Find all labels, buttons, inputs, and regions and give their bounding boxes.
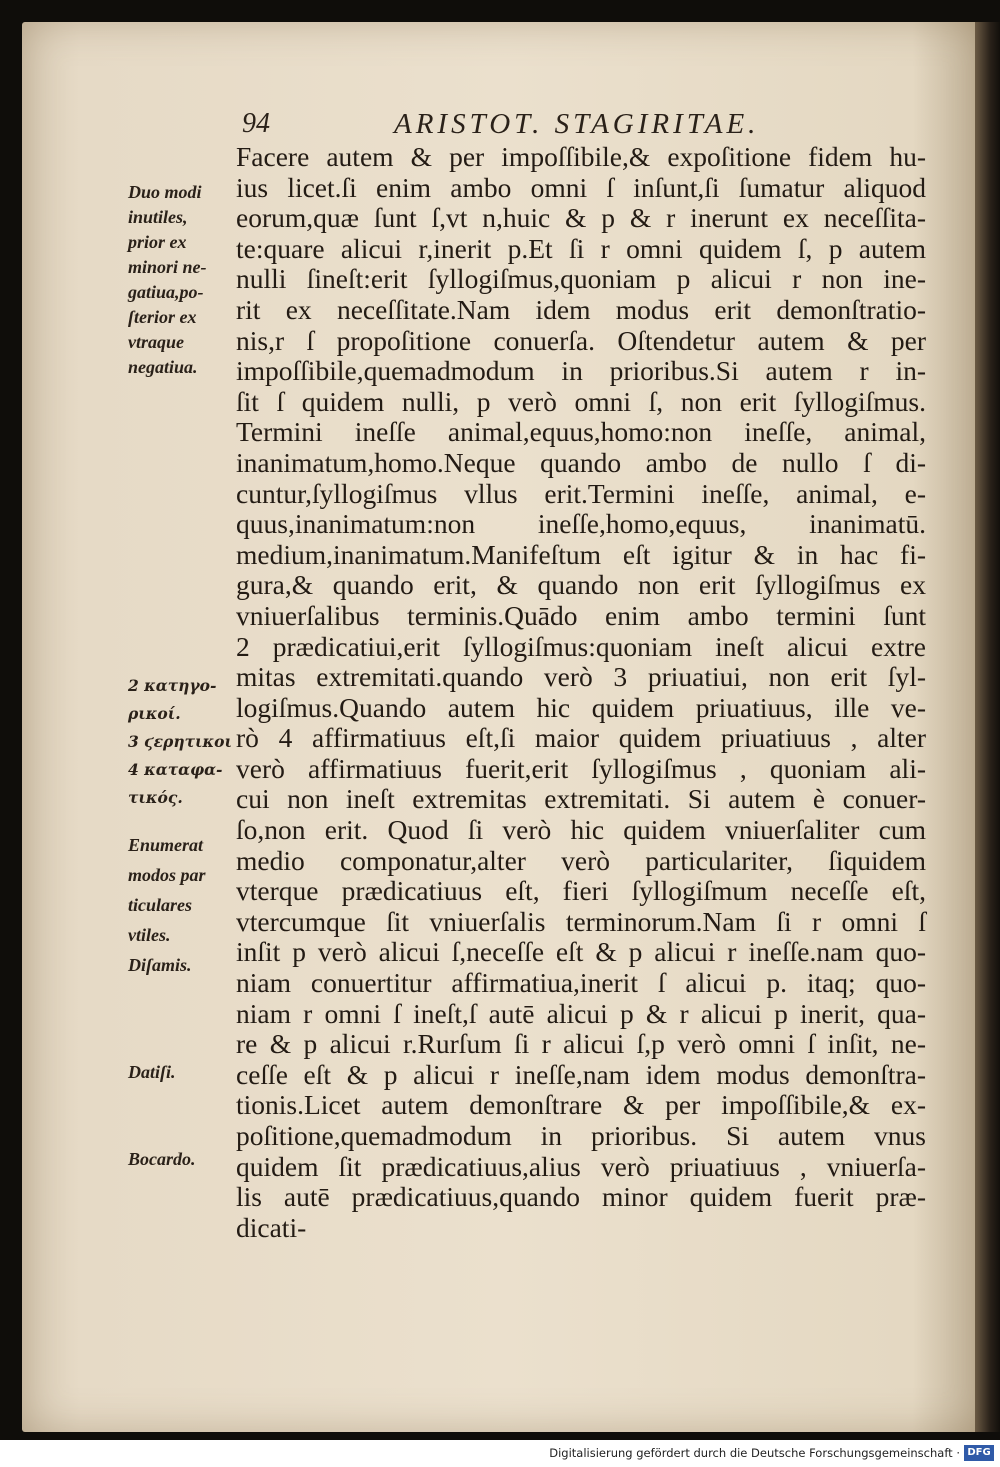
margin-note-line: Bocardo.: [128, 1149, 196, 1169]
text-line: eorum,quæ ſunt ſ,vt n,huic & p & r inerunt ex neceſſita-: [236, 202, 926, 234]
text-line: ſit ſ quidem nulli, p verò omni ſ, non erit ſyllogiſmus.: [236, 385, 926, 417]
footer-bar: [0, 1440, 1000, 1467]
text-line: ius licet.ſi enim ambo omni ſ inſunt,ſi ſumatur aliquod: [236, 171, 926, 203]
margin-note-line: modos par: [128, 865, 206, 885]
text-line: re & p alicui r.Rurſum ſi r alicui ſ,p verò omni ſ inſit, ne-: [236, 1028, 926, 1060]
margin-note-duo-modi: [128, 180, 240, 380]
text-line: lis autē prædicatiuus,quando minor quidem fuerit præ-: [236, 1181, 926, 1213]
page-number: 94: [242, 108, 270, 139]
margin-note-bocardo: [128, 1147, 240, 1172]
page-edge-shadow: [975, 22, 1000, 1432]
margin-note-line: vtiles.: [128, 925, 171, 945]
margin-note-line: Diſamis.: [128, 955, 192, 975]
text-line: te:quare alicui r,inerit p.Et ſi r omni quidem ſ, p autem: [236, 232, 926, 264]
text-line: impoſſibile,quemadmodum in prioribus.Si autem r in-: [236, 355, 926, 387]
margin-note-datisi: [128, 1060, 240, 1085]
margin-note-enumerat: [128, 830, 240, 980]
margin-note-line: ρικοί.: [128, 704, 181, 723]
margin-note-line: Enumerat: [128, 835, 204, 855]
margin-note-line: Duo modi: [128, 182, 202, 202]
margin-note-line: vtraque: [128, 332, 184, 352]
margin-note-line: ticulares: [128, 895, 193, 915]
margin-note-line: inutiles,: [128, 207, 188, 227]
text-line: poſitione,quemadmodum in prioribus. Si autem vnus: [236, 1120, 926, 1151]
text-line: vniuerſalibus terminis.Quādo enim ambo termini ſunt: [236, 599, 926, 631]
text-line: niam r omni ſ ineſt,ſ autē alicui p & r alicui p inerit, qua-: [236, 997, 926, 1029]
footer-credit: Digitalisierung gefördert durch die Deutsche Forschungsgemeinschaft ·: [549, 1446, 960, 1460]
text-line: inſit p verò alicui ſ,neceſſe eſt & p alicui r ineſſe.nam quo-: [236, 936, 926, 968]
margin-note-line: negatiua.: [128, 357, 198, 377]
text-line: dicati-: [236, 1211, 307, 1243]
text-line: cui non ineſt extremitas extremitati. Si autem è conuer-: [236, 783, 926, 815]
text-line: 2 prædicatiui,erit ſyllogiſmus:quoniam ineſt alicui extre: [236, 630, 926, 662]
margin-note-line: 3 ϛερητικοι: [128, 732, 233, 751]
text-line: ſo,non erit. Quod ſi verò hic quidem vniuerſaliter cum: [236, 814, 926, 846]
text-line: Termini ineſſe animal,equus,homo:non ineſſe, animal,: [236, 416, 926, 448]
text-line: gura,& quando erit, & quando non erit ſyllogiſmus ex: [236, 569, 926, 601]
margin-note-line: gatiua,po-: [128, 282, 204, 302]
text-line: vterque prædicatiuus eſt, fieri ſyllogiſmum neceſſe eſt,: [236, 875, 926, 907]
margin-note-line: Datiſi.: [128, 1062, 176, 1082]
body-text: [236, 142, 926, 1243]
text-line: ceſſe eſt & p alicui r ineſſe,nam idem modus demonſtra-: [236, 1058, 926, 1090]
text-line: logiſmus.Quando autem hic quidem priuatiuus, ille ve-: [236, 691, 926, 723]
text-line: nis,r ſ propoſitione conuerſa. Oſtendetur autem & per: [236, 324, 926, 356]
margin-note-line: minori ne-: [128, 257, 207, 277]
margin-note-line: τικός.: [128, 788, 183, 807]
running-head-title: ARISTOT. STAGIRITAE.: [394, 108, 760, 140]
text-line: quus,inanimatum:non ineſſe,homo,equus, inanimatū.: [236, 508, 926, 540]
text-line: medio componatur,alter verò particulariter, ſiquidem: [236, 844, 926, 876]
margin-note-line: prior ex: [128, 232, 187, 252]
margin-note-line: ſterior ex: [128, 307, 197, 327]
text-line: Facere autem & per impoſſibile,& expoſitione fidem hu-: [236, 141, 926, 172]
margin-note-greek-terms: [128, 672, 240, 812]
text-line: nulli ſineſt:erit ſyllogiſmus,quoniam p alicui r non ine-: [236, 263, 926, 295]
text-line: tionis.Licet autem demonſtrare & per impoſſibile,& ex-: [236, 1089, 926, 1121]
margin-note-line: 4 καταφα-: [128, 760, 223, 779]
text-line: medium,inanimatum.Manifeſtum eſt igitur & in hac fi-: [236, 538, 926, 570]
text-line: cuntur,ſyllogiſmus vllus erit.Termini ineſſe, animal, e-: [236, 477, 926, 509]
text-line: niam conuertitur affirmatiua,inerit ſ alicui p. itaq; quo-: [236, 967, 926, 999]
text-line: mitas extremitati.quando verò 3 priuatiui, non erit ſyl-: [236, 661, 926, 693]
text-line: rò 4 affirmatiuus eſt,ſi maior quidem priuatiuus , alter: [236, 722, 926, 754]
text-line: verò affirmatiuus fuerit,erit ſyllogiſmus , quoniam ali-: [236, 752, 926, 784]
text-line: quidem ſit prædicatiuus,alius verò priuatiuus , vniuerſa-: [236, 1150, 926, 1182]
text-line: vtercumque ſit vniuerſalis terminorum.Nam ſi r omni ſ: [236, 905, 926, 937]
text-line: inanimatum,homo.Neque quando ambo de nullo ſ di-: [236, 446, 926, 478]
dfg-logo: DFG: [964, 1445, 994, 1461]
text-line: rit ex neceſſitate.Nam idem modus erit demonſtratio-: [236, 293, 926, 325]
margin-note-line: 2 κατηγο-: [128, 676, 217, 695]
